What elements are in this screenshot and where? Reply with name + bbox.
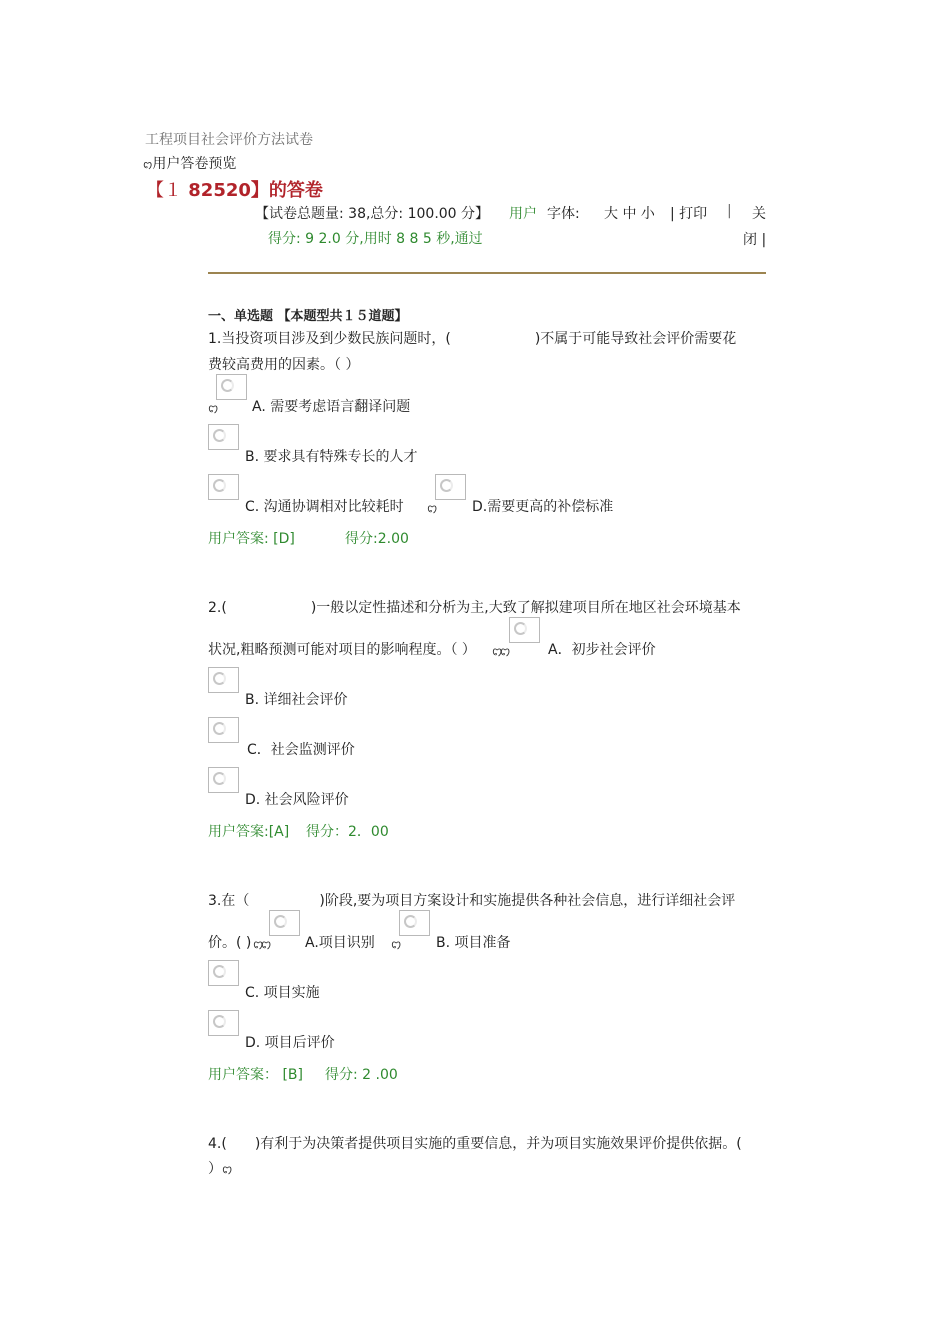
q3-option-c-radio[interactable] — [208, 960, 239, 986]
q3-option-a-radio[interactable] — [269, 910, 300, 936]
q3-score: 得分: 2 .00 — [325, 1067, 398, 1083]
separator: | — [727, 203, 732, 219]
question-4-stem-line1: 4.( )有利于为决策者提供项目实施的重要信息，并为项目实施效果评价提供依据。( — [208, 1136, 742, 1152]
q2-user-answer: 用户答案:[A] — [208, 824, 290, 840]
q1-option-a-radio[interactable] — [216, 374, 247, 400]
bullet-icon: ꩊ — [500, 645, 511, 658]
q3-option-a-label: A.项目识别 — [305, 935, 375, 951]
q2-option-b-radio[interactable] — [208, 667, 239, 693]
q1-option-a-label: A. 需要考虑语言翻译问题 — [252, 399, 411, 415]
q3-option-d-radio[interactable] — [208, 1010, 239, 1036]
document-title: 工程项目社会评价方法试卷 — [145, 132, 313, 148]
exam-summary: 【试卷总题量: 38,总分: 100.00 分】 — [255, 206, 490, 222]
bullet-icon: ꩊ — [261, 938, 272, 951]
close-link-part1[interactable]: 关 — [752, 206, 766, 222]
q1-option-b-label: B. 要求具有特殊专长的人才 — [245, 449, 418, 465]
question-2-stem-line2: 状况,粗略预测可能对项目的影响程度。（ ） — [208, 642, 476, 658]
bullet-icon: ꩊ — [391, 938, 402, 951]
q3-user-answer: 用户答案： [B] — [208, 1067, 303, 1083]
close-link-part2[interactable]: 闭 | — [743, 232, 767, 248]
q1-option-d-label: D.需要更高的补偿标准 — [472, 499, 614, 515]
section-title: 一、单选题 【本题型共１５道题】 — [208, 309, 408, 324]
question-4-stem-line2: ） — [208, 1161, 222, 1177]
q2-option-b-label: B. 详细社会评价 — [245, 692, 348, 708]
print-link[interactable]: | 打印 — [670, 206, 708, 222]
q1-option-c-label: C. 沟通协调相对比较耗时 — [245, 499, 404, 515]
q1-option-d-radio[interactable] — [435, 474, 466, 500]
q2-option-a-radio[interactable] — [509, 617, 540, 643]
q2-option-c-radio[interactable] — [208, 717, 239, 743]
q2-score: 得分：2．00 — [306, 824, 389, 840]
preview-link[interactable]: ꩊ用户答卷预览 — [143, 156, 237, 172]
header-divider — [208, 272, 766, 274]
bullet-icon: ꩊ — [492, 645, 503, 658]
q2-option-d-label: D. 社会风险评价 — [245, 792, 349, 808]
user-link[interactable]: 用户 — [509, 206, 537, 222]
q2-option-a-label: A．初步社会评价 — [548, 642, 656, 658]
q1-option-c-radio[interactable] — [208, 474, 239, 500]
bullet-icon: ꩊ — [427, 502, 438, 515]
q1-user-answer: 用户答案: [D] — [208, 531, 295, 547]
bullet-icon: ꩊ — [208, 402, 219, 415]
q1-score: 得分:2.00 — [345, 531, 409, 547]
question-3-stem-line1: 3.在（ )阶段,要为项目方案设计和实施提供各种社会信息，进行详细社会评 — [208, 893, 736, 909]
question-1-stem-line2: 费较高费用的因素。（ ） — [208, 357, 360, 373]
font-label: 字体: — [547, 206, 580, 222]
q3-option-b-label: B. 项目准备 — [436, 935, 511, 951]
question-3-stem-line2: 价。( ) — [208, 935, 252, 951]
question-1-stem-line1: 1.当投资项目涉及到少数民族问题时，( )不属于可能导致社会评价需要花 — [208, 331, 737, 347]
font-size-options[interactable]: 大 中 小 — [604, 206, 655, 222]
score-summary: 得分: 9 2.0 分,用时 8 8 5 秒,通过 — [268, 231, 483, 247]
bullet-icon: ꩊ — [222, 1163, 233, 1176]
q2-option-c-label: C．社会监测评价 — [247, 742, 355, 758]
bullet-icon: ꩊ — [253, 938, 264, 951]
q1-option-b-radio[interactable] — [208, 424, 239, 450]
main-title: 【１ 82520】的答卷 — [146, 180, 323, 201]
q3-option-d-label: D. 项目后评价 — [245, 1035, 335, 1051]
q3-option-b-radio[interactable] — [399, 910, 430, 936]
q3-option-c-label: C. 项目实施 — [245, 985, 320, 1001]
bullet-icon: ꩊ — [143, 160, 153, 171]
q2-option-d-radio[interactable] — [208, 767, 239, 793]
question-2-stem-line1: 2.( )一般以定性描述和分析为主,大致了解拟建项目所在地区社会环境基本 — [208, 600, 741, 616]
